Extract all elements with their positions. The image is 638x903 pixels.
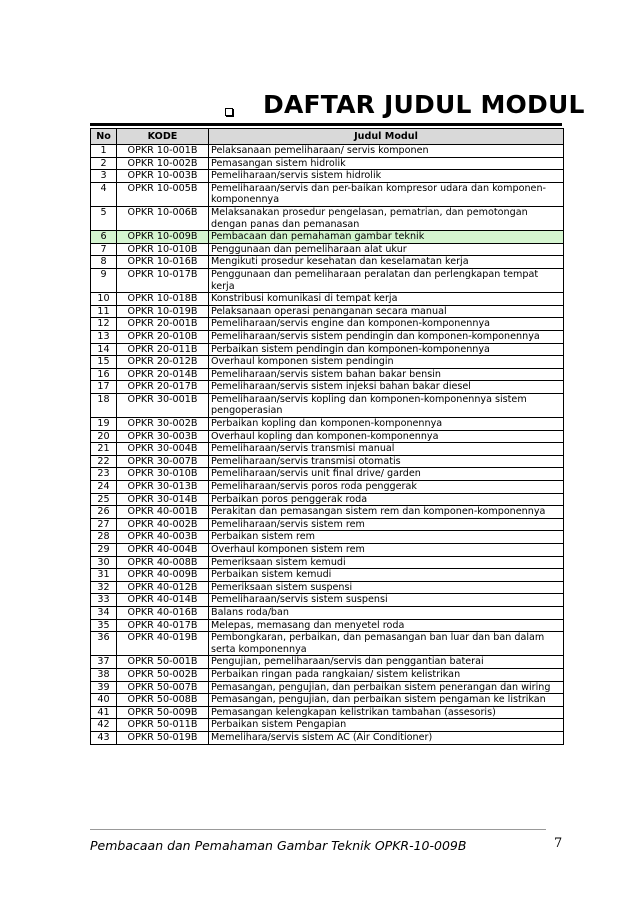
cell-no: 16 <box>91 368 117 381</box>
table-row <box>91 206 564 230</box>
cell-judul: Melepas, memasang dan menyetel roda <box>209 619 564 632</box>
table-row <box>91 430 564 443</box>
cell-no: 6 <box>91 231 117 244</box>
header-kode: KODE <box>117 129 209 145</box>
cell-kode: OPKR 10-017B <box>117 268 209 292</box>
cell-no: 25 <box>91 493 117 506</box>
cell-no: 4 <box>91 182 117 206</box>
cell-kode: OPKR 40-002B <box>117 518 209 531</box>
table-row <box>91 157 564 170</box>
cell-kode: OPKR 30-003B <box>117 430 209 443</box>
table-row <box>91 518 564 531</box>
cell-kode: OPKR 50-011B <box>117 719 209 732</box>
cell-kode: OPKR 10-010B <box>117 243 209 256</box>
cell-kode: OPKR 30-014B <box>117 493 209 506</box>
table-row <box>91 293 564 306</box>
table-row <box>91 256 564 269</box>
cell-kode: OPKR 10-006B <box>117 206 209 230</box>
footer-text: Pembacaan dan Pemahaman Gambar Teknik OPKR-10-009B <box>90 838 467 853</box>
cell-no: 10 <box>91 293 117 306</box>
cell-judul: Pemeliharaan/servis sistem pendingin dan komponen-komponennya <box>209 330 564 343</box>
cell-judul: Perakitan dan pemasangan sistem rem dan komponen-komponennya <box>209 506 564 519</box>
table-row <box>91 706 564 719</box>
cell-judul: Melaksanakan prosedur pengelasan, pematrian, dan pemotongan dengan panas dan pemanasan <box>209 206 564 230</box>
cell-no: 37 <box>91 656 117 669</box>
cell-no: 41 <box>91 706 117 719</box>
cell-judul: Penggunaan dan pemeliharaan peralatan dan perlengkapan tempat kerja <box>209 268 564 292</box>
cell-no: 1 <box>91 145 117 158</box>
table-row <box>91 656 564 669</box>
cell-judul: Pemeliharaan/servis transmisi otomatis <box>209 455 564 468</box>
table-row <box>91 506 564 519</box>
cell-kode: OPKR 10-002B <box>117 157 209 170</box>
table-header-row <box>91 129 564 145</box>
cell-judul: Pemeliharaan/servis sistem hidrolik <box>209 170 564 183</box>
cell-judul: Overhaul komponen sistem rem <box>209 544 564 557</box>
page-number: 7 <box>554 836 563 851</box>
cell-judul: Pembongkaran, perbaikan, dan pemasangan ban luar dan ban dalam serta komponennya <box>209 632 564 656</box>
cell-no: 9 <box>91 268 117 292</box>
cell-judul: Pemasangan, pengujian, dan perbaikan sistem penerangan dan wiring <box>209 681 564 694</box>
cell-kode: OPKR 40-016B <box>117 606 209 619</box>
cell-no: 29 <box>91 544 117 557</box>
cell-no: 43 <box>91 731 117 744</box>
cell-judul: Perbaikan sistem Pengapian <box>209 719 564 732</box>
footer-divider <box>90 829 546 830</box>
cell-no: 5 <box>91 206 117 230</box>
cell-kode: OPKR 40-009B <box>117 569 209 582</box>
table-row <box>91 544 564 557</box>
table-row <box>91 305 564 318</box>
cell-kode: OPKR 10-009B <box>117 231 209 244</box>
cell-judul: Pemasangan kelengkapan kelistrikan tambahan (assesoris) <box>209 706 564 719</box>
cell-judul: Pemeliharaan/servis dan per-baikan kompresor udara dan komponen-komponennya <box>209 182 564 206</box>
table-row <box>91 719 564 732</box>
table-row <box>91 668 564 681</box>
cell-kode: OPKR 40-017B <box>117 619 209 632</box>
cell-no: 19 <box>91 418 117 431</box>
table-row <box>91 368 564 381</box>
table-row <box>91 343 564 356</box>
cell-no: 42 <box>91 719 117 732</box>
cell-no: 15 <box>91 356 117 369</box>
cell-kode: OPKR 30-007B <box>117 455 209 468</box>
cell-no: 8 <box>91 256 117 269</box>
cell-kode: OPKR 20-017B <box>117 381 209 394</box>
cell-kode: OPKR 30-001B <box>117 393 209 417</box>
cell-judul: Pemasangan sistem hidrolik <box>209 157 564 170</box>
cell-judul: Pemeliharaan/servis sistem bahan bakar bensin <box>209 368 564 381</box>
table-row <box>91 231 564 244</box>
table-row <box>91 182 564 206</box>
cell-no: 21 <box>91 443 117 456</box>
cell-kode: OPKR 30-004B <box>117 443 209 456</box>
cell-kode: OPKR 50-001B <box>117 656 209 669</box>
cell-no: 14 <box>91 343 117 356</box>
cell-no: 22 <box>91 455 117 468</box>
table-row <box>91 493 564 506</box>
cell-kode: OPKR 40-003B <box>117 531 209 544</box>
cell-no: 12 <box>91 318 117 331</box>
table-row <box>91 468 564 481</box>
cell-no: 23 <box>91 468 117 481</box>
cell-kode: OPKR 50-008B <box>117 694 209 707</box>
cell-kode: OPKR 40-001B <box>117 506 209 519</box>
table-row <box>91 569 564 582</box>
cell-kode: OPKR 20-010B <box>117 330 209 343</box>
cell-judul: Konstribusi komunikasi di tempat kerja <box>209 293 564 306</box>
cell-kode: OPKR 40-008B <box>117 556 209 569</box>
cell-judul: Pemeriksaan sistem kemudi <box>209 556 564 569</box>
table-row <box>91 455 564 468</box>
cell-judul: Pemasangan, pengujian, dan perbaikan sistem pengaman ke listrikan <box>209 694 564 707</box>
cell-no: 38 <box>91 668 117 681</box>
cell-kode: OPKR 10-018B <box>117 293 209 306</box>
cell-judul: Pelaksanaan operasi penanganan secara manual <box>209 305 564 318</box>
table-row <box>91 619 564 632</box>
cell-judul: Penggunaan dan pemeliharaan alat ukur <box>209 243 564 256</box>
cell-judul: Overhaul kopling dan komponen-komponennya <box>209 430 564 443</box>
cell-judul: Overhaul komponen sistem pendingin <box>209 356 564 369</box>
cell-no: 17 <box>91 381 117 394</box>
cell-no: 35 <box>91 619 117 632</box>
cell-no: 20 <box>91 430 117 443</box>
cell-judul: Pemeliharaan/servis unit final drive/ garden <box>209 468 564 481</box>
cell-judul: Perbaikan ringan pada rangkaian/ sistem kelistrikan <box>209 668 564 681</box>
cell-kode: OPKR 20-011B <box>117 343 209 356</box>
table-row <box>91 418 564 431</box>
cell-no: 27 <box>91 518 117 531</box>
table-row <box>91 330 564 343</box>
cell-kode: OPKR 10-016B <box>117 256 209 269</box>
cell-no: 26 <box>91 506 117 519</box>
cell-judul: Pembacaan dan pemahaman gambar teknik <box>209 231 564 244</box>
cell-no: 31 <box>91 569 117 582</box>
table-row <box>91 481 564 494</box>
cell-judul: Perbaikan sistem kemudi <box>209 569 564 582</box>
table-row <box>91 145 564 158</box>
cell-judul: Pengujian, pemeliharaan/servis dan penggantian baterai <box>209 656 564 669</box>
cell-kode: OPKR 50-007B <box>117 681 209 694</box>
table-row <box>91 393 564 417</box>
cell-no: 30 <box>91 556 117 569</box>
table-row <box>91 594 564 607</box>
module-table <box>90 128 564 745</box>
cell-kode: OPKR 40-019B <box>117 632 209 656</box>
page-title: DAFTAR JUDUL MODUL <box>263 90 585 119</box>
table-row <box>91 556 564 569</box>
cell-judul: Pemeliharaan/servis transmisi manual <box>209 443 564 456</box>
cell-no: 36 <box>91 632 117 656</box>
cell-no: 2 <box>91 157 117 170</box>
header-judul: Judul Modul <box>209 129 564 145</box>
cell-kode: OPKR 10-003B <box>117 170 209 183</box>
table-row <box>91 731 564 744</box>
cell-kode: OPKR 40-014B <box>117 594 209 607</box>
cell-judul: Perbaikan sistem pendingin dan komponen-komponennya <box>209 343 564 356</box>
table-row <box>91 443 564 456</box>
cell-judul: Pemeriksaan sistem suspensi <box>209 581 564 594</box>
cell-no: 11 <box>91 305 117 318</box>
cell-no: 7 <box>91 243 117 256</box>
title-divider <box>90 123 562 126</box>
table-row <box>91 356 564 369</box>
cell-judul: Pemeliharaan/servis sistem suspensi <box>209 594 564 607</box>
cell-no: 34 <box>91 606 117 619</box>
cell-no: 24 <box>91 481 117 494</box>
cell-judul: Pemeliharaan/servis engine dan komponen-komponennya <box>209 318 564 331</box>
cell-kode: OPKR 30-013B <box>117 481 209 494</box>
cell-judul: Mengikuti prosedur kesehatan dan keselamatan kerja <box>209 256 564 269</box>
cell-no: 32 <box>91 581 117 594</box>
cell-judul: Pelaksanaan pemeliharaan/ servis komponen <box>209 145 564 158</box>
table-row <box>91 318 564 331</box>
cell-kode: OPKR 40-004B <box>117 544 209 557</box>
cell-judul: Perbaikan sistem rem <box>209 531 564 544</box>
table-row <box>91 170 564 183</box>
cell-judul: Pemeliharaan/servis sistem rem <box>209 518 564 531</box>
table-row <box>91 681 564 694</box>
cell-judul: Balans roda/ban <box>209 606 564 619</box>
cell-judul: Pemeliharaan/servis poros roda penggerak <box>209 481 564 494</box>
table-row <box>91 268 564 292</box>
cell-kode: OPKR 10-005B <box>117 182 209 206</box>
cell-kode: OPKR 20-014B <box>117 368 209 381</box>
cell-no: 13 <box>91 330 117 343</box>
header-no: No <box>91 129 117 145</box>
cell-judul: Pemeliharaan/servis kopling dan komponen-komponennya sistem pengoperasian <box>209 393 564 417</box>
cell-judul: Perbaikan poros penggerak roda <box>209 493 564 506</box>
cell-no: 3 <box>91 170 117 183</box>
table-row <box>91 381 564 394</box>
table-row <box>91 694 564 707</box>
cell-kode: OPKR 40-012B <box>117 581 209 594</box>
table-row <box>91 581 564 594</box>
cell-kode: OPKR 10-001B <box>117 145 209 158</box>
table-row <box>91 632 564 656</box>
table-row <box>91 531 564 544</box>
cell-kode: OPKR 50-019B <box>117 731 209 744</box>
table-row <box>91 606 564 619</box>
cell-no: 18 <box>91 393 117 417</box>
cell-judul: Memelihara/servis sistem AC (Air Conditioner) <box>209 731 564 744</box>
cell-no: 33 <box>91 594 117 607</box>
cell-kode: OPKR 20-012B <box>117 356 209 369</box>
table-row <box>91 243 564 256</box>
cell-no: 28 <box>91 531 117 544</box>
cell-kode: OPKR 50-009B <box>117 706 209 719</box>
cell-no: 40 <box>91 694 117 707</box>
cell-kode: OPKR 30-002B <box>117 418 209 431</box>
table-body <box>91 145 564 745</box>
cell-no: 39 <box>91 681 117 694</box>
cell-kode: OPKR 20-001B <box>117 318 209 331</box>
checkbox-bullet-icon <box>225 108 233 116</box>
cell-kode: OPKR 30-010B <box>117 468 209 481</box>
cell-kode: OPKR 10-019B <box>117 305 209 318</box>
cell-judul: Perbaikan kopling dan komponen-komponennya <box>209 418 564 431</box>
cell-judul: Pemeliharaan/servis sistem injeksi bahan bakar diesel <box>209 381 564 394</box>
cell-kode: OPKR 50-002B <box>117 668 209 681</box>
